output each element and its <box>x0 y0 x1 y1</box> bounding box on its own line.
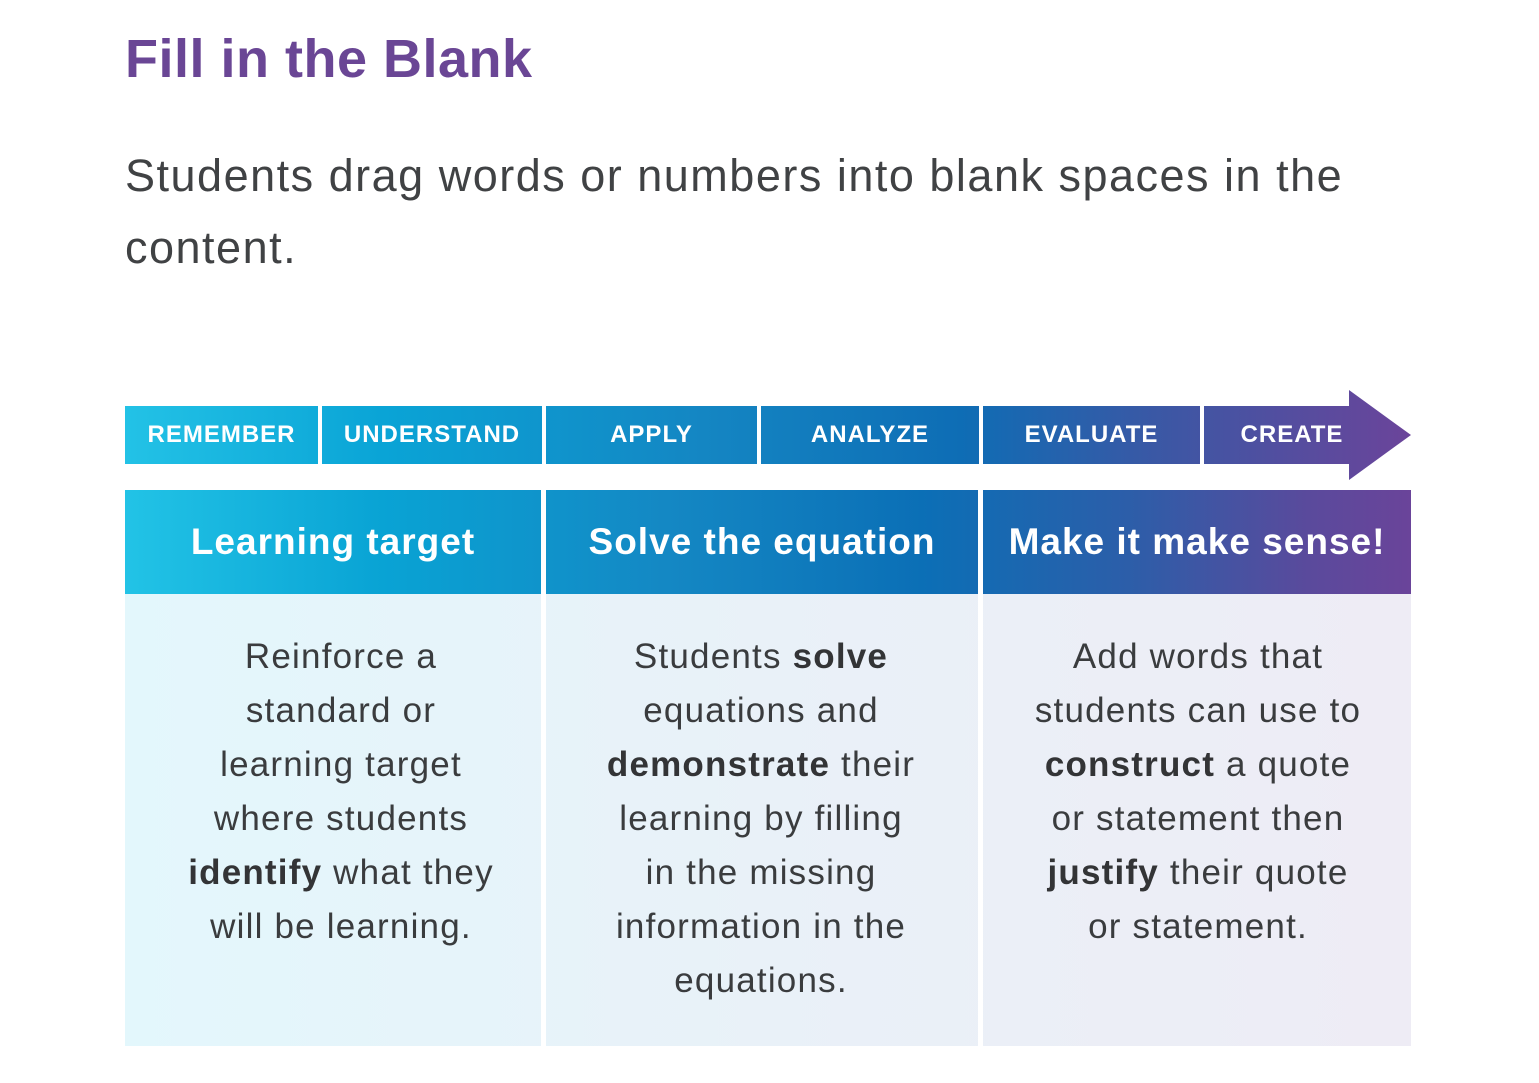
column-title-learning-target: Learning target <box>190 521 476 562</box>
level-analyze: ANALYZE <box>810 421 930 448</box>
keyword-solve: solve <box>792 637 889 676</box>
level-remember: REMEMBER <box>147 421 296 448</box>
column-text-solve-equation: Students solve equations and demonstrate their learning by filling in the missing information in the equations. <box>606 637 916 1000</box>
level-understand: UNDERSTAND <box>343 421 521 448</box>
page-title: Fill in the Blank <box>125 29 533 89</box>
level-evaluate: EVALUATE <box>1024 421 1159 448</box>
keyword-construct: construct <box>1044 745 1216 784</box>
level-create: CREATE <box>1240 421 1344 448</box>
keyword-identify: identify <box>188 853 323 892</box>
keyword-justify: justify <box>1047 853 1159 892</box>
blooms-taxonomy-arrow <box>125 390 1411 480</box>
page-subtitle: Students drag words or numbers into blank spaces in the content. <box>125 150 1344 273</box>
column-title-make-sense: Make it make sense! <box>1008 521 1386 562</box>
column-text-learning-target: Reinforce a standard or learning target where students identify what they will be learning. <box>188 637 494 946</box>
column-text-make-sense: Add words that students can use to construct a quote or statement then justify their quote or statement. <box>1034 637 1362 946</box>
level-apply: APPLY <box>610 421 693 448</box>
keyword-demonstrate: demonstrate <box>606 745 831 784</box>
column-title-solve-equation: Solve the equation <box>588 521 936 562</box>
